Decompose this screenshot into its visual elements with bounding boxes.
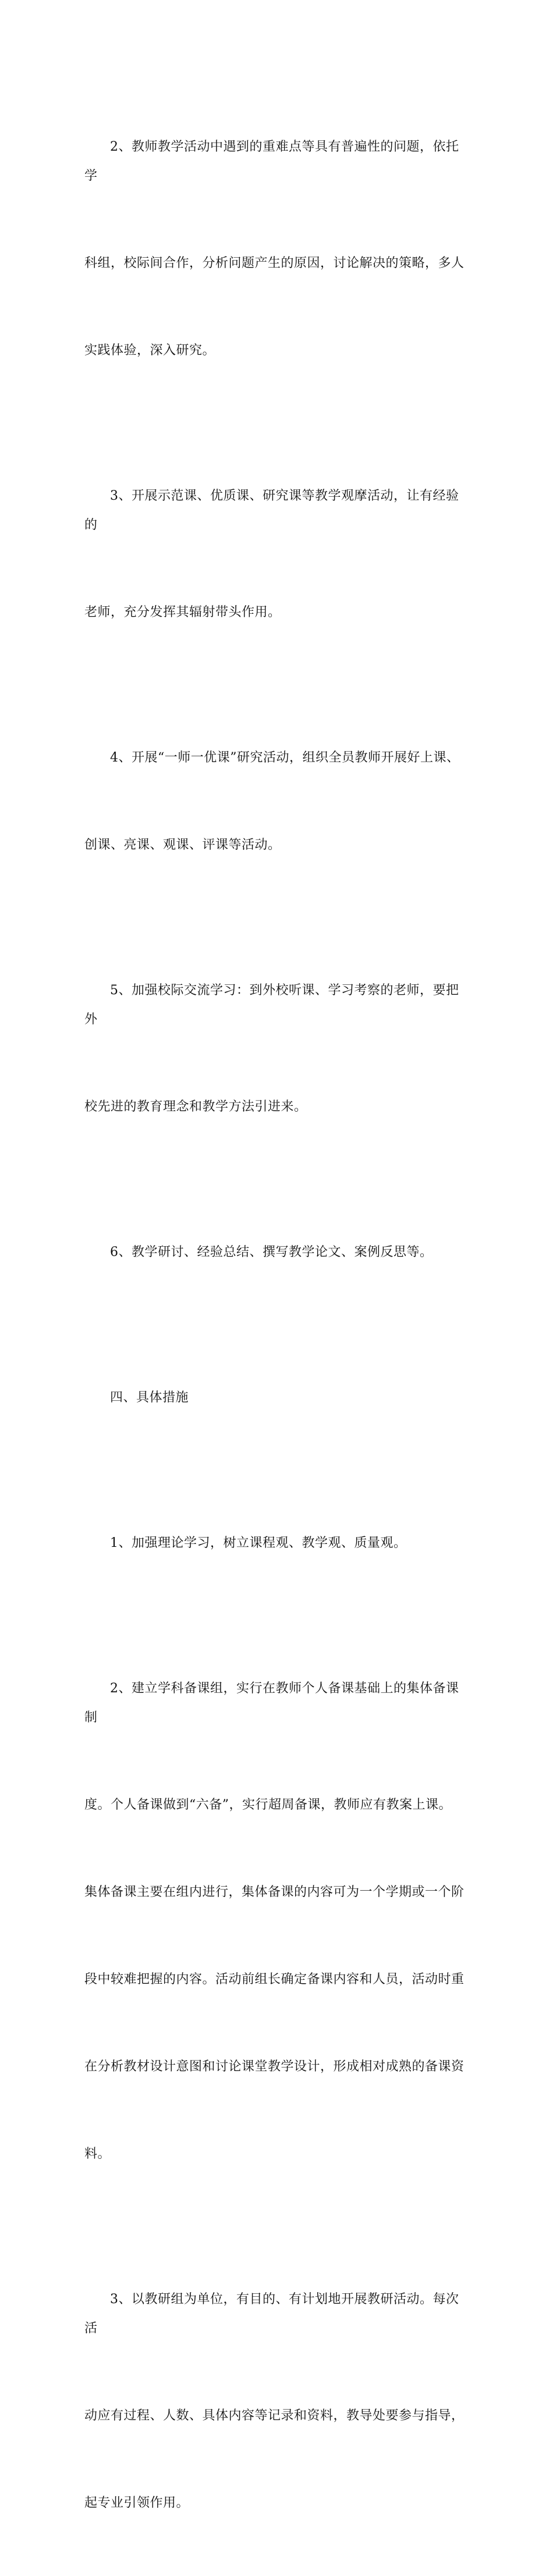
paragraph-line: 1、加强理论学习，树立课程观、教学观、质量观。 [110, 1536, 407, 1550]
paragraph-line: 实践体验，深入研究。 [84, 343, 216, 358]
paragraph-item-5-exchange-learning [84, 918, 469, 1180]
paragraph-line: 校先进的教育理念和教学方法引进来。 [84, 1100, 307, 1114]
paragraph-line: 集体备课主要在组内进行，集体备课的内容可为一个学期或一个阶 [84, 1885, 465, 1899]
paragraph-measure-1-theory [84, 1471, 469, 1616]
paragraph-line: 4、开展“一师一优课”研究活动，组织全员教师开展好上课、 [110, 750, 460, 765]
paragraph-line: 段中较难把握的内容。活动前组长确定备课内容和人员，活动时重 [84, 1972, 465, 1987]
paragraph-line: 起专业引领作用。 [84, 2496, 190, 2510]
paragraph-line: 料。 [84, 2147, 111, 2161]
paragraph-line: 3、开展示范课、优质课、研究课等教学观摩活动，让有经验的 [84, 489, 459, 532]
paragraph-line: 度。个人备课做到“六备”，实行超周备课，教师应有教案上课。 [84, 1798, 452, 1812]
paragraph-item-2-problems [84, 74, 469, 424]
paragraph-line: 6、教学研讨、经验总结、撰写教学论文、案例反思等。 [110, 1245, 433, 1259]
paragraph-item-6-research-summary [84, 1180, 469, 1325]
paragraph-line: 2、建立学科备课组，实行在教师个人备课基础上的集体备课制 [84, 1681, 459, 1725]
paragraph-line: 科组，校际间合作，分析问题产生的原因，讨论解决的策略，多人 [84, 256, 465, 271]
paragraph-line: 3、以教研组为单位，有目的、有计划地开展教研活动。每次活 [84, 2292, 459, 2336]
paragraph-measure-2-lesson-prep [84, 1616, 469, 2227]
paragraph-line: 在分析教材设计意图和讨论课堂教学设计，形成相对成熟的备课资 [84, 2059, 465, 2074]
section-heading-text: 四、具体措施 [110, 1390, 189, 1405]
section-heading-measures [84, 1325, 469, 1471]
paragraph-item-4-one-teacher-one-lesson [84, 685, 469, 918]
paragraph-measure-3-research-group [84, 2227, 469, 2576]
paragraph-item-3-demo-lessons [84, 424, 469, 685]
paragraph-line: 2、教师教学活动中遇到的重难点等具有普遍性的问题，依托学 [84, 140, 459, 183]
document-body [84, 74, 469, 2576]
paragraph-line: 老师，充分发挥其辐射带头作用。 [84, 605, 281, 620]
paragraph-line: 5、加强校际交流学习：到外校听课、学习考察的老师，要把外 [84, 983, 459, 1027]
paragraph-line: 动应有过程、人数、具体内容等记录和资料，教导处要参与指导， [84, 2408, 465, 2423]
paragraph-line: 创课、亮课、观课、评课等活动。 [84, 838, 281, 852]
